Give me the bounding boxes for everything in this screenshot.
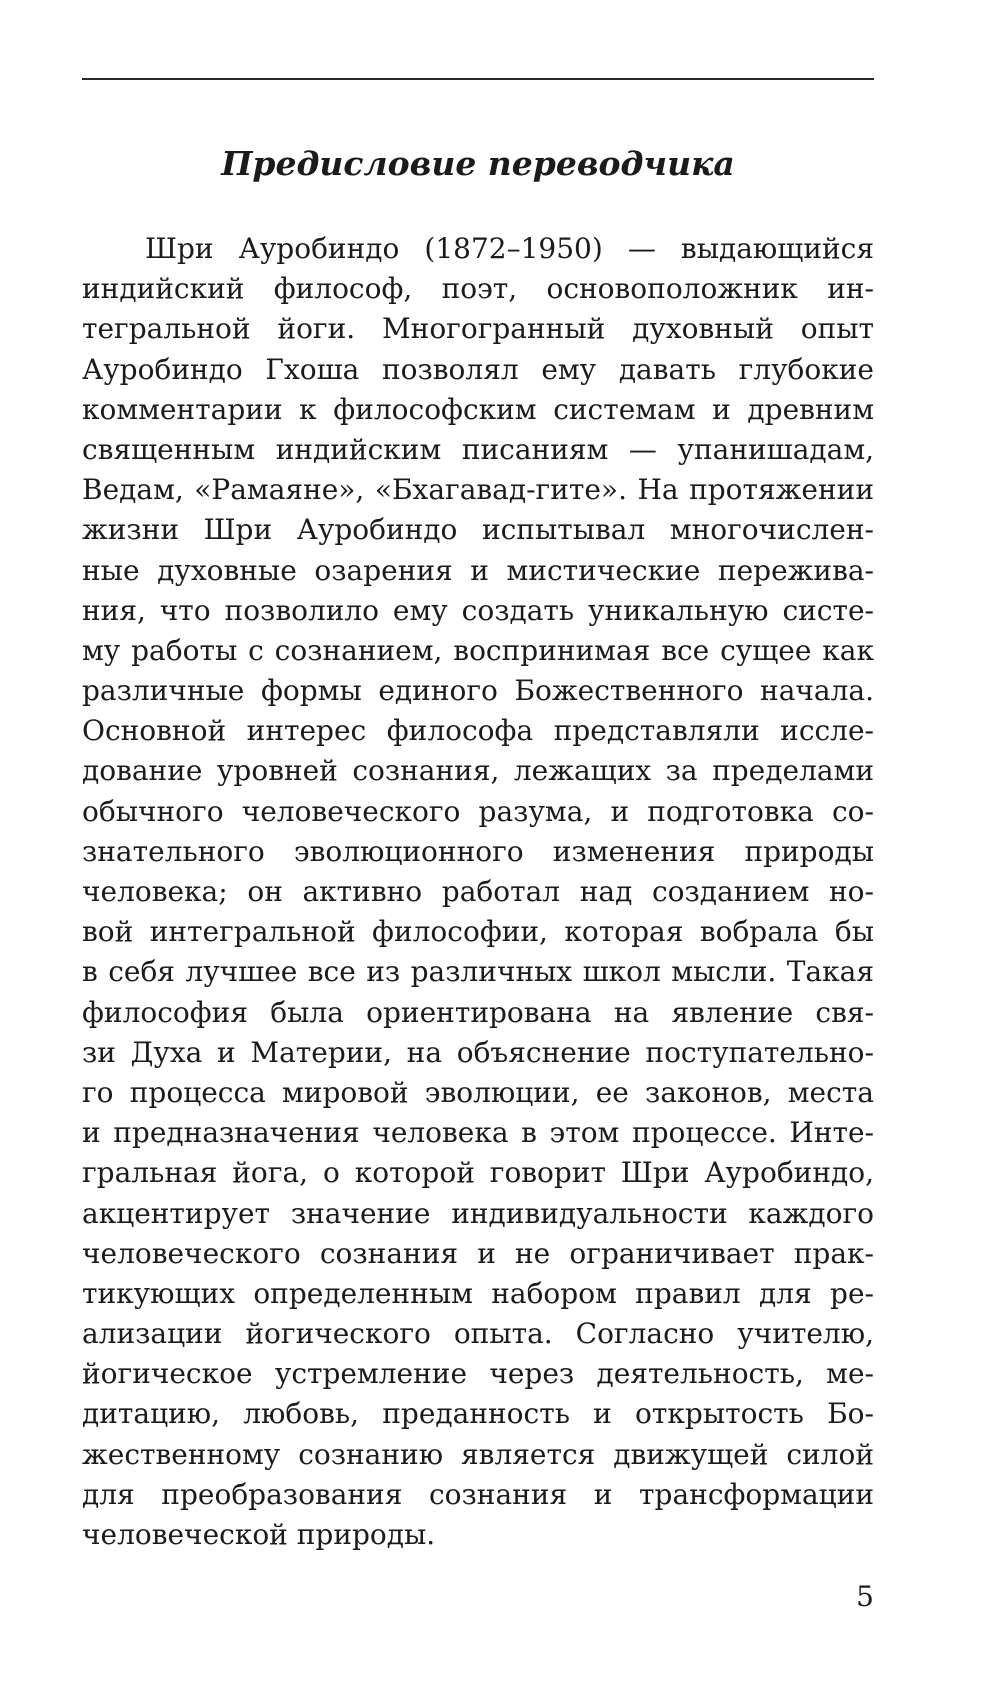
text-line: и предназначения человека в этом процессе. Инте- (82, 1116, 874, 1150)
text-line: различные формы единого Божественного начала. (82, 674, 874, 708)
text-line: жественному сознанию является движущей силой (82, 1437, 874, 1471)
chapter-title: Предисловие переводчика (221, 144, 735, 183)
text-line: человека; он активно работал над созданием но- (82, 875, 874, 908)
text-line: ализации йогического опыта. Согласно учителю, (82, 1317, 874, 1351)
text-line: ния, что позволило ему создать уникальную систе- (82, 593, 874, 627)
header-rule (82, 78, 874, 80)
text-line: йогическое устремление через деятельность, ме- (82, 1357, 874, 1391)
text-line: жизни Шри Ауробиндо испытывал многочислен- (82, 513, 874, 547)
text-line: тегральной йоги. Многогранный духовный опыт (82, 312, 874, 346)
text-line: комментарии к философским системам и древним (82, 392, 874, 426)
text-line: знательного эволюционного изменения природы (82, 834, 874, 868)
text-line: Ауробиндо Гхоша позволял ему давать глубокие (82, 352, 874, 386)
preface-paragraph (82, 229, 874, 1555)
text-line: индийский философ, поэт, основоположник ин- (82, 272, 874, 306)
text-line: человеческого сознания и не ограничивает прак- (82, 1236, 874, 1270)
text-line: акцентирует значение индивидуальности каждого (82, 1196, 874, 1230)
text-line: го процесса мировой эволюции, ее законов, места (82, 1075, 874, 1109)
text-line: Шри Ауробиндо (1872–1950) — выдающийся (145, 232, 874, 265)
text-line: тикующих определенным набором правил для ре- (82, 1276, 874, 1310)
text-line: священным индийским писаниям — упанишадам, (82, 432, 874, 466)
text-line: Основной интерес философа представляли иссле- (82, 714, 874, 748)
text-line: в себя лучшее все из различных школ мысли. Такая (82, 955, 874, 989)
text-line: ные духовные озарения и мистические пережива- (82, 553, 874, 587)
text-line: гральная йога, о которой говорит Шри Ауробиндо, (82, 1156, 874, 1190)
text-line: для преобразования сознания и трансформации (82, 1477, 874, 1511)
text-line: му работы с сознанием, воспринимая все сущее как (82, 633, 874, 667)
page-number: 5 (856, 1580, 874, 1613)
text-line: обычного человеческого разума, и подготовка со- (82, 794, 874, 828)
text-line: зи Духа и Материи, на объяснение поступательно- (82, 1035, 874, 1069)
text-line: вой интегральной философии, которая вобрала бы (82, 915, 874, 949)
text-line: дитацию, любовь, преданность и открытость Бо- (82, 1397, 874, 1431)
text-line: Ведам, «Рамаяне», «Бхагавад-гите». На протяжении (82, 473, 874, 507)
text-line: философия была ориентирована на явление свя- (82, 995, 874, 1029)
text-line: дование уровней сознания, лежащих за пределами (82, 754, 874, 788)
text-line: человеческой природы. (82, 1518, 436, 1551)
